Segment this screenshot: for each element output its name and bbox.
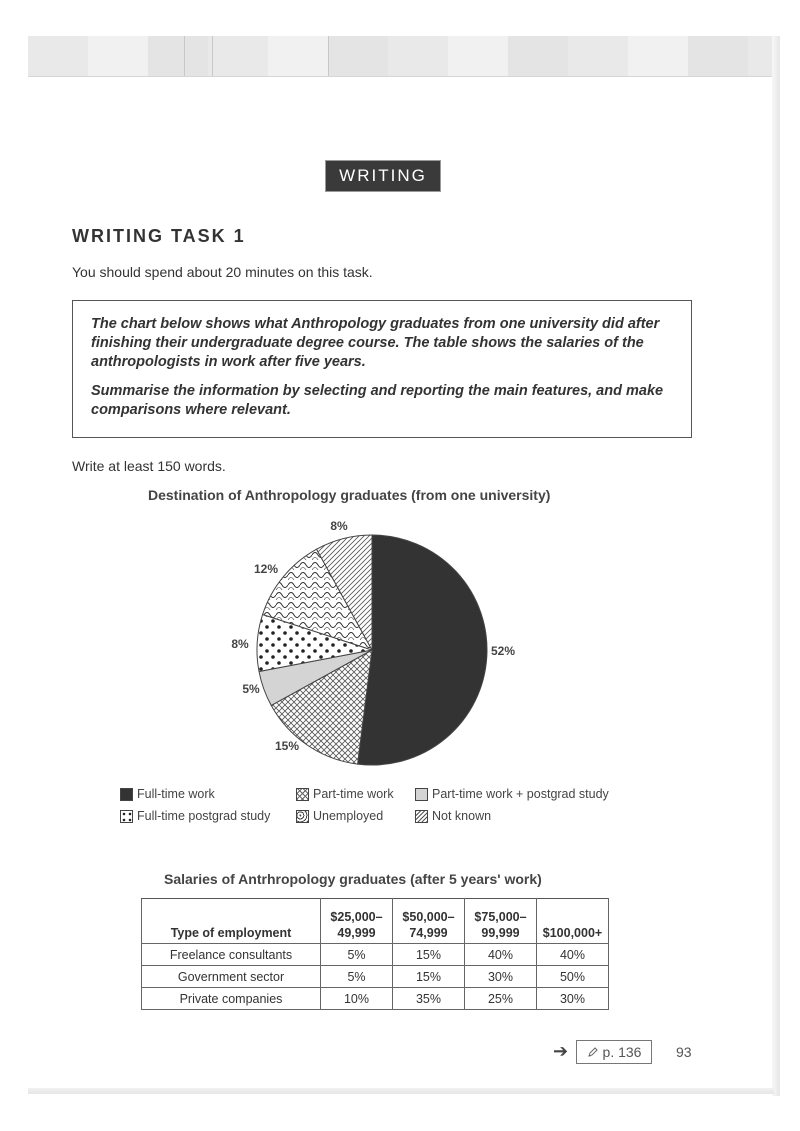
table-row (142, 944, 609, 966)
header-line-1: $25,000– (330, 910, 383, 924)
page-reference: p. 136 (602, 1044, 642, 1060)
header-line-2: 99,999 (481, 926, 520, 940)
legend-label: Part-time work (313, 787, 394, 801)
time-instruction: You should spend about 20 minutes on this task. (72, 264, 373, 280)
legend-label: Part-time work + postgrad study (432, 787, 609, 801)
table-header-row (142, 899, 609, 944)
legend-swatch-dots (120, 810, 133, 823)
table-row (142, 988, 609, 1010)
table-row (142, 966, 609, 988)
cell: 25% (465, 988, 537, 1010)
scan-bottom-edge (28, 1088, 774, 1094)
header-salary-band-2 (393, 899, 465, 944)
legend-item-unemployed (296, 809, 383, 823)
prompt-paragraph-1: The chart below shows what Anthropology graduates from one university did after finishing their undergraduate degree course. The table shows the salaries of the anthropologists in work after five years. (91, 316, 660, 370)
pie-slice-full-time-work (358, 535, 487, 765)
legend-item-part-time-postgrad (415, 787, 609, 801)
pie-label-full-time-work: 52% (490, 644, 516, 658)
header-salary-band-3 (465, 899, 537, 944)
cell: 40% (537, 944, 609, 966)
cell: 30% (465, 966, 537, 988)
legend-swatch-solid (120, 788, 133, 801)
task-heading: WRITING TASK 1 (72, 226, 246, 246)
prompt-paragraph-2: Summarise the information by selecting and reporting the main features, and make comparisons where relevant. (91, 383, 664, 418)
header-type-of-employment: Type of employment (142, 899, 321, 944)
header-salary-band-1 (321, 899, 393, 944)
header-line-1: $75,000– (474, 910, 527, 924)
legend-swatch-crosshatch (296, 788, 309, 801)
cell: 5% (321, 966, 393, 988)
word-count-instruction: Write at least 150 words. (72, 458, 226, 474)
section-badge: WRITING (325, 160, 441, 192)
legend-label: Full-time work (137, 787, 215, 801)
pie-label-part-time-postgrad: 5% (242, 682, 260, 696)
pie-label-full-time-postgrad: 8% (231, 637, 249, 651)
arrow-right-icon: ➔ (553, 1041, 569, 1061)
header-line-2: 74,999 (409, 926, 448, 940)
cell: 50% (537, 966, 609, 988)
header-line-1: $50,000– (402, 910, 455, 924)
row-type: Government sector (142, 966, 321, 988)
pencil-icon (587, 1046, 599, 1058)
pie-label-unemployed: 12% (253, 562, 279, 576)
legend-label: Not known (432, 809, 492, 823)
legend-swatch-waves (296, 810, 309, 823)
pie-label-not-known: 8% (330, 519, 348, 533)
cell: 5% (321, 944, 393, 966)
cell: 15% (393, 944, 465, 966)
legend-item-full-time-postgrad (120, 809, 270, 823)
cell: 40% (465, 944, 537, 966)
row-type: Freelance consultants (142, 944, 321, 966)
cell: 35% (393, 988, 465, 1010)
table-title: Salaries of Antrhropology graduates (after 5 years' work) (164, 871, 542, 887)
salary-table (141, 898, 609, 1010)
legend-label: Unemployed (313, 809, 384, 823)
legend-item-full-time-work (120, 787, 215, 801)
legend-item-part-time-work (296, 787, 394, 801)
page-reference-box[interactable] (576, 1040, 652, 1064)
chart-title: Destination of Anthropology graduates (from one university) (148, 487, 551, 503)
cell: 10% (321, 988, 393, 1010)
header-line-2: 49,999 (337, 926, 376, 940)
legend-label: Full-time postgrad study (137, 809, 271, 823)
pie-label-part-time-work: 15% (274, 739, 300, 753)
row-type: Private companies (142, 988, 321, 1010)
legend-item-not-known (415, 809, 491, 823)
page-number: 93 (676, 1044, 692, 1060)
cell: 30% (537, 988, 609, 1010)
legend-swatch-diagonal (415, 810, 428, 823)
header-salary-band-4 (537, 899, 609, 944)
legend-swatch-grey (415, 788, 428, 801)
cell: 15% (393, 966, 465, 988)
header-line-2: $100,000+ (542, 926, 603, 940)
